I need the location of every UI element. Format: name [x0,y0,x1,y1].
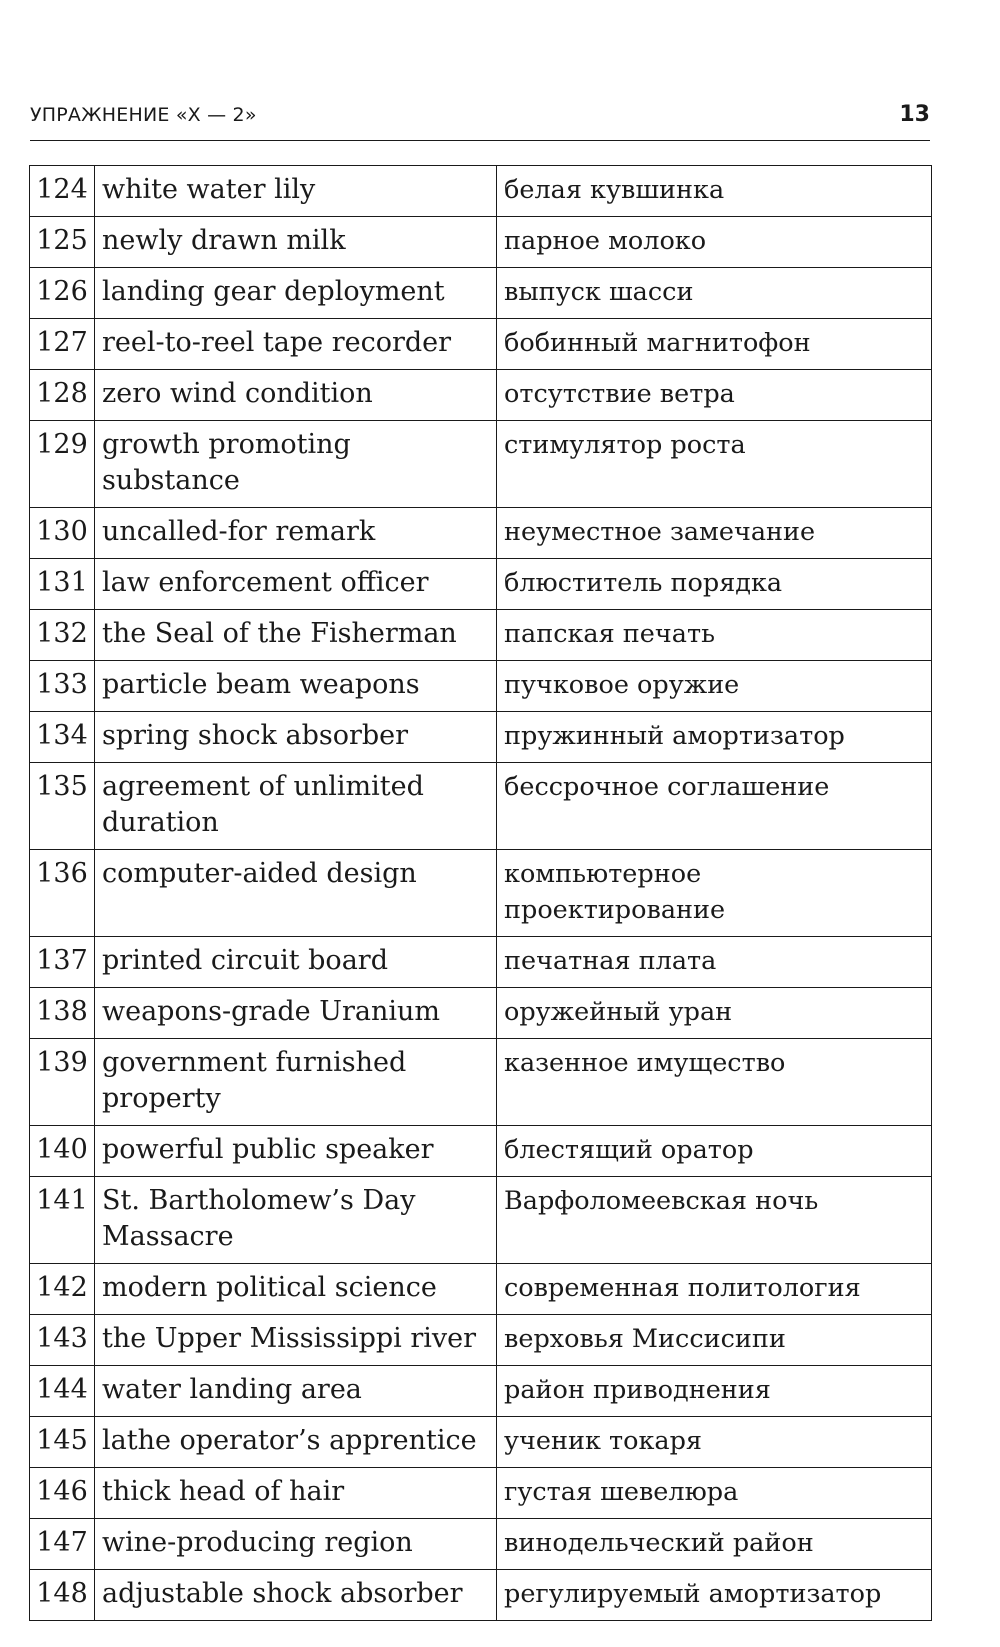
page-header [30,100,930,141]
english-term: computer-aided design [95,850,497,937]
table-row [30,1177,932,1264]
table-row [30,850,932,937]
table-row [30,217,932,268]
row-number: 126 [30,268,95,319]
row-number: 135 [30,763,95,850]
row-number: 139 [30,1039,95,1126]
table-row [30,1366,932,1417]
english-term: water landing area [95,1366,497,1417]
row-number: 124 [30,166,95,217]
row-number: 136 [30,850,95,937]
english-term: modern political science [95,1264,497,1315]
table-row [30,1519,932,1570]
russian-translation: современная политология [497,1264,932,1315]
russian-translation: верховья Миссисипи [497,1315,932,1366]
vocabulary-table-body [30,166,932,1621]
russian-translation: выпуск шасси [497,268,932,319]
russian-translation: компьютерное проектирование [497,850,932,937]
table-row [30,421,932,508]
russian-translation: бессрочное соглашение [497,763,932,850]
row-number: 127 [30,319,95,370]
english-term: thick head of hair [95,1468,497,1519]
table-row [30,1570,932,1621]
row-number: 138 [30,988,95,1039]
table-row [30,268,932,319]
table-row [30,937,932,988]
russian-translation: блестящий оратор [497,1126,932,1177]
table-row [30,559,932,610]
russian-translation: блюститель порядка [497,559,932,610]
table-row [30,1468,932,1519]
russian-translation: парное молоко [497,217,932,268]
english-term: growth promoting substance [95,421,497,508]
english-term: the Seal of the Fisherman [95,610,497,661]
page-number: 13 [899,102,930,127]
table-row [30,610,932,661]
english-term: the Upper Mississippi river [95,1315,497,1366]
table-row [30,508,932,559]
russian-translation: район приводнения [497,1366,932,1417]
russian-translation: густая шевелюра [497,1468,932,1519]
russian-translation: казенное имущество [497,1039,932,1126]
row-number: 140 [30,1126,95,1177]
row-number: 131 [30,559,95,610]
english-term: government furnished property [95,1039,497,1126]
row-number: 144 [30,1366,95,1417]
row-number: 143 [30,1315,95,1366]
row-number: 128 [30,370,95,421]
table-row [30,319,932,370]
english-term: wine-producing region [95,1519,497,1570]
row-number: 133 [30,661,95,712]
row-number: 129 [30,421,95,508]
table-row [30,661,932,712]
table-row [30,988,932,1039]
table-row [30,1039,932,1126]
table-row [30,1126,932,1177]
table-row [30,763,932,850]
russian-translation: папская печать [497,610,932,661]
english-term: landing gear deployment [95,268,497,319]
english-term: printed circuit board [95,937,497,988]
russian-translation: Варфоломеевская ночь [497,1177,932,1264]
russian-translation: пружинный амортизатор [497,712,932,763]
english-term: agreement of unlimited duration [95,763,497,850]
row-number: 146 [30,1468,95,1519]
russian-translation: оружейный уран [497,988,932,1039]
english-term: powerful public speaker [95,1126,497,1177]
russian-translation: регулируемый амортизатор [497,1570,932,1621]
english-term: spring shock absorber [95,712,497,763]
russian-translation: неуместное замечание [497,508,932,559]
english-term: reel-to-reel tape recorder [95,319,497,370]
english-term: weapons-grade Uranium [95,988,497,1039]
english-term: zero wind condition [95,370,497,421]
table-row [30,166,932,217]
russian-translation: пучковое оружие [497,661,932,712]
row-number: 137 [30,937,95,988]
russian-translation: белая кувшинка [497,166,932,217]
row-number: 134 [30,712,95,763]
row-number: 142 [30,1264,95,1315]
english-term: adjustable shock absorber [95,1570,497,1621]
russian-translation: ученик токаря [497,1417,932,1468]
row-number: 141 [30,1177,95,1264]
table-row [30,1417,932,1468]
table-row [30,370,932,421]
russian-translation: отсутствие ветра [497,370,932,421]
vocabulary-table [29,165,932,1621]
row-number: 130 [30,508,95,559]
english-term: particle beam weapons [95,661,497,712]
table-row [30,712,932,763]
row-number: 145 [30,1417,95,1468]
russian-translation: стимулятор роста [497,421,932,508]
row-number: 125 [30,217,95,268]
row-number: 148 [30,1570,95,1621]
table-row [30,1264,932,1315]
page-title: УПРАЖНЕНИЕ «Х — 2» [30,104,257,126]
russian-translation: винодельческий район [497,1519,932,1570]
english-term: law enforcement officer [95,559,497,610]
english-term: lathe operator’s apprentice [95,1417,497,1468]
row-number: 147 [30,1519,95,1570]
english-term: uncalled-for remark [95,508,497,559]
english-term: newly drawn milk [95,217,497,268]
table-row [30,1315,932,1366]
row-number: 132 [30,610,95,661]
english-term: St. Bartholomew’s Day Massacre [95,1177,497,1264]
russian-translation: печатная плата [497,937,932,988]
english-term: white water lily [95,166,497,217]
russian-translation: бобинный магнитофон [497,319,932,370]
